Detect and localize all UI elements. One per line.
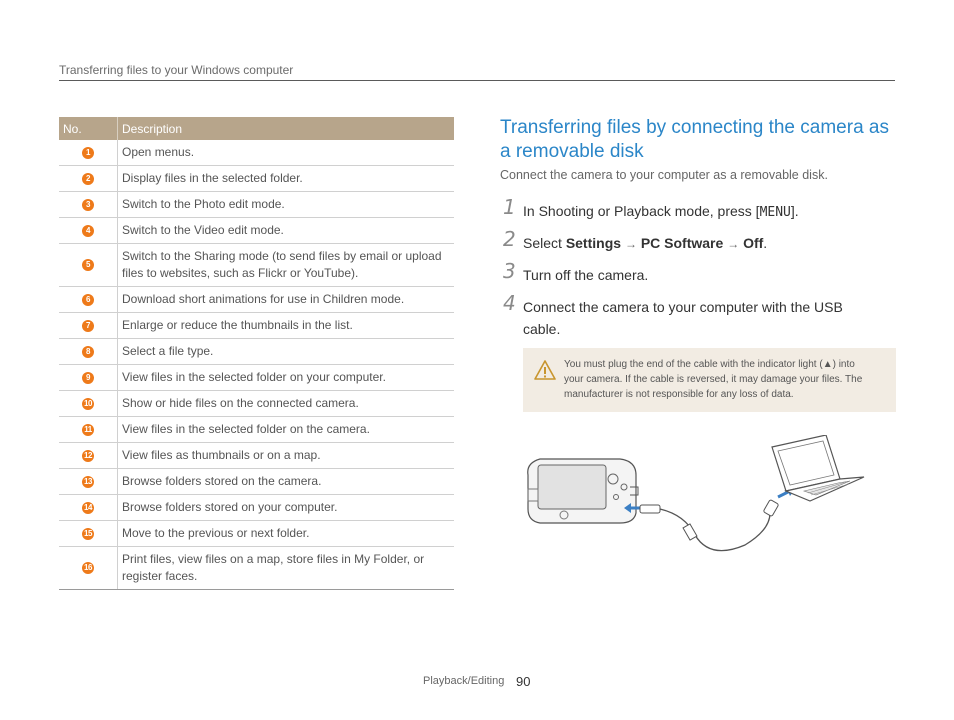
caution-text: You must plug the end of the cable with the indicator light (▲) into your camera. If the cable is reversed, it may damage your files. The manufacturer is not responsible for any loss of data.: [564, 359, 863, 400]
table-row: [59, 287, 454, 313]
row-number-cell: [59, 391, 118, 417]
callout-number-badge: 8: [82, 346, 94, 358]
step-number: 4: [503, 291, 516, 315]
row-description-cell: Display files in the selected folder.: [118, 166, 455, 192]
table-row: [59, 547, 454, 590]
table-row: [59, 339, 454, 365]
row-number-cell: [59, 417, 118, 443]
off-label: Off: [743, 235, 764, 251]
row-description-cell: Show or hide files on the connected camera.: [118, 391, 455, 417]
table-row: [59, 365, 454, 391]
row-number-cell: [59, 313, 118, 339]
table-header-row: [59, 117, 454, 140]
row-number-cell: [59, 469, 118, 495]
step-text: Select Settings → PC Software → Off.: [523, 235, 768, 251]
callout-number-badge: 1: [82, 147, 94, 159]
table-row: [59, 469, 454, 495]
camera-to-laptop-illustration: [520, 435, 870, 565]
step-text: Turn off the camera.: [523, 267, 649, 283]
table-row: [59, 521, 454, 547]
section-subtitle: Connect the camera to your computer as a removable disk.: [500, 168, 828, 182]
row-description-cell: View files in the selected folder on your computer.: [118, 365, 455, 391]
usb-cable-icon: [640, 499, 779, 550]
table-row: [59, 313, 454, 339]
row-number-cell: [59, 547, 118, 590]
arrow-icon: →: [624, 237, 637, 251]
callout-number-badge: 4: [82, 225, 94, 237]
header-divider: [59, 80, 895, 81]
row-number-cell: [59, 166, 118, 192]
row-number-cell: [59, 140, 118, 166]
callout-number-badge: 3: [82, 199, 94, 211]
row-number-cell: [59, 192, 118, 218]
table-row: [59, 417, 454, 443]
arrow-icon: →: [727, 237, 740, 251]
step-number: 3: [503, 259, 516, 283]
callout-number-badge: 11: [82, 424, 94, 436]
row-description-cell: Download short animations for use in Children mode.: [118, 287, 455, 313]
row-description-cell: View files as thumbnails or on a map.: [118, 443, 455, 469]
row-description-cell: Open menus.: [118, 140, 455, 166]
row-description-cell: Switch to the Photo edit mode.: [118, 192, 455, 218]
table-row: [59, 166, 454, 192]
row-description-cell: Switch to the Sharing mode (to send files by email or upload files to websites, such as Flickr or YouTube).: [118, 244, 455, 287]
callout-number-badge: 6: [82, 294, 94, 306]
indicator-light-symbol: ▲: [822, 359, 833, 370]
settings-menu-label: Settings: [565, 235, 622, 251]
row-number-cell: [59, 443, 118, 469]
section-title: Transferring files by connecting the camera as a removable disk: [500, 117, 889, 162]
step-number: 2: [503, 227, 516, 251]
footer-section-label: Playback/Editing: [423, 675, 505, 687]
callout-number-badge: 15: [82, 528, 94, 540]
callout-number-badge: 5: [82, 259, 94, 271]
table-row: [59, 244, 454, 287]
step-text: Connect the camera to your computer with the USB cable.: [523, 299, 843, 337]
menu-key: MENU: [759, 205, 791, 220]
table-body: [59, 140, 454, 590]
table-row: [59, 391, 454, 417]
step-number: 1: [503, 195, 516, 219]
row-number-cell: [59, 287, 118, 313]
row-description-cell: Move to the previous or next folder.: [118, 521, 455, 547]
row-number-cell: [59, 244, 118, 287]
pc-software-label: PC Software: [640, 235, 724, 251]
laptop-icon: [772, 435, 864, 501]
callout-number-badge: 16: [82, 562, 94, 574]
description-table: [59, 117, 454, 590]
row-description-cell: View files in the selected folder on the camera.: [118, 417, 455, 443]
table-row: [59, 495, 454, 521]
row-description-cell: Print files, view files on a map, store files in My Folder, or register faces.: [118, 547, 455, 590]
row-number-cell: [59, 521, 118, 547]
camera-icon: [528, 459, 638, 523]
step-text: In Shooting or Playback mode, press [MENU].: [523, 203, 799, 220]
row-number-cell: [59, 495, 118, 521]
row-number-cell: [59, 339, 118, 365]
callout-number-badge: 10: [82, 398, 94, 410]
callout-number-badge: 7: [82, 320, 94, 332]
column-header-no: No.: [59, 117, 118, 140]
row-description-cell: Switch to the Video edit mode.: [118, 218, 455, 244]
row-description-cell: Browse folders stored on the camera.: [118, 469, 455, 495]
callout-number-badge: 13: [82, 476, 94, 488]
table-row: [59, 443, 454, 469]
table-row: [59, 218, 454, 244]
column-header-description: Description: [118, 117, 455, 140]
row-description-cell: Browse folders stored on your computer.: [118, 495, 455, 521]
callout-number-badge: 12: [82, 450, 94, 462]
callout-number-badge: 14: [82, 502, 94, 514]
table-row: [59, 140, 454, 166]
table-row: [59, 192, 454, 218]
row-description-cell: Enlarge or reduce the thumbnails in the list.: [118, 313, 455, 339]
row-description-cell: Select a file type.: [118, 339, 455, 365]
warning-icon: [534, 359, 556, 386]
callout-number-badge: 2: [82, 173, 94, 185]
page-number: 90: [516, 674, 531, 689]
caution-note: [523, 348, 896, 412]
running-header: Transferring files to your Windows computer: [59, 63, 294, 77]
callout-number-badge: 9: [82, 372, 94, 384]
row-number-cell: [59, 365, 118, 391]
row-number-cell: [59, 218, 118, 244]
